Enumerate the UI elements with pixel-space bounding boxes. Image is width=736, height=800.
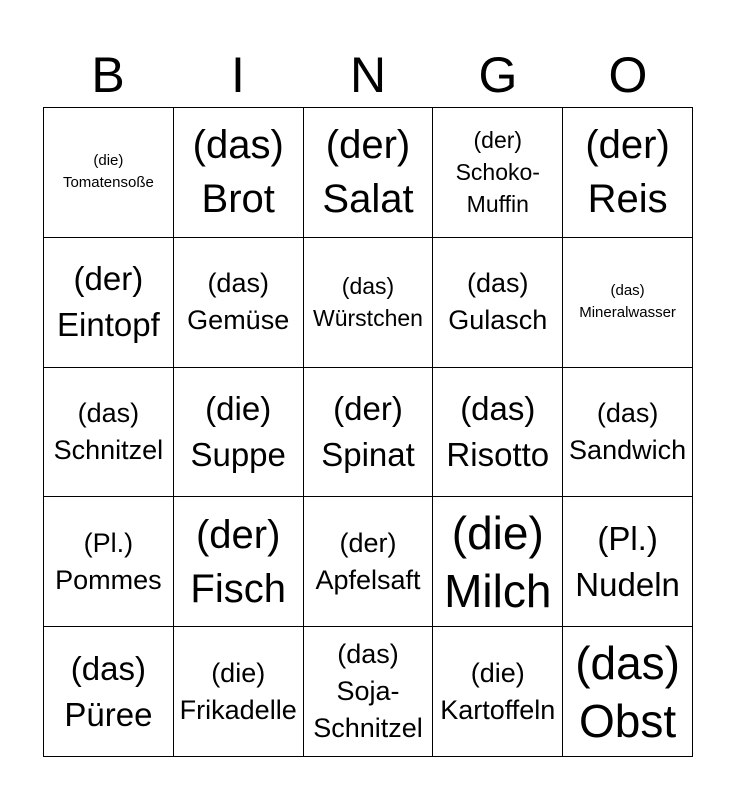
bingo-cell[interactable] xyxy=(433,627,563,757)
bingo-cell[interactable] xyxy=(44,497,174,627)
bingo-cell[interactable] xyxy=(174,108,304,238)
cell-word: Schnitzel xyxy=(313,713,423,744)
header-letter-o: O xyxy=(608,47,648,103)
cell-word: Eintopf xyxy=(57,306,160,344)
bingo-cell[interactable] xyxy=(174,627,304,757)
cell-article: (das) xyxy=(596,397,659,428)
bingo-cell[interactable] xyxy=(174,497,304,627)
cell-word: Muffin xyxy=(466,191,529,218)
cell-word: Frikadelle xyxy=(179,694,297,725)
cell-word: Gulasch xyxy=(448,305,548,336)
cell-article: (das) xyxy=(610,282,645,300)
cell-article: (das) xyxy=(207,268,269,299)
cell-article: (das) xyxy=(337,639,399,670)
cell-article: (die) xyxy=(205,389,272,427)
bingo-cell[interactable] xyxy=(174,368,304,498)
header-letter-g: G xyxy=(478,47,518,103)
cell-article: (die) xyxy=(451,506,544,559)
cell-article: (das) xyxy=(192,123,284,168)
cell-word: Gemüse xyxy=(187,305,290,336)
cell-article: (der) xyxy=(195,512,281,557)
cell-word: Apfelsaft xyxy=(315,564,421,595)
bingo-card-grid xyxy=(43,107,693,757)
cell-article: (Pl.) xyxy=(597,519,658,557)
cell-article: (der) xyxy=(473,127,523,154)
bingo-cell[interactable] xyxy=(44,108,174,238)
header-letter-b: B xyxy=(91,47,125,103)
bingo-cell[interactable] xyxy=(433,497,563,627)
cell-word: Pommes xyxy=(55,564,162,595)
cell-word: Sandwich xyxy=(569,434,687,465)
bingo-cell[interactable] xyxy=(563,368,693,498)
cell-word: Tomatensoße xyxy=(62,174,154,192)
cell-article: (das) xyxy=(70,649,146,687)
bingo-cell[interactable] xyxy=(174,238,304,368)
cell-article: (das) xyxy=(341,273,395,300)
cell-word: Mineralwasser xyxy=(579,304,676,322)
bingo-cell[interactable] xyxy=(44,368,174,498)
cell-article: (die) xyxy=(211,657,266,688)
cell-article: (der) xyxy=(333,389,403,427)
cell-article: (der) xyxy=(73,260,144,298)
cell-article: (der) xyxy=(339,527,397,558)
cell-article: (die) xyxy=(470,657,525,688)
bingo-cell[interactable] xyxy=(44,627,174,757)
cell-word: Püree xyxy=(64,695,153,733)
cell-article: (der) xyxy=(325,123,411,168)
cell-word: Risotto xyxy=(446,435,550,473)
header-letter-i: I xyxy=(231,47,245,103)
cell-article: (Pl.) xyxy=(83,527,134,558)
header-letter-n: N xyxy=(349,47,387,103)
cell-word: Reis xyxy=(587,177,668,222)
cell-word: Suppe xyxy=(190,435,286,473)
bingo-cell[interactable] xyxy=(304,497,434,627)
bingo-cell[interactable] xyxy=(563,627,693,757)
bingo-cell[interactable] xyxy=(563,497,693,627)
cell-article: (die) xyxy=(93,152,124,170)
bingo-cell[interactable] xyxy=(563,108,693,238)
bingo-cell[interactable] xyxy=(433,238,563,368)
cell-article: (das) xyxy=(460,389,536,427)
cell-word: Würstchen xyxy=(313,305,423,332)
cell-word: Kartoffeln xyxy=(440,694,556,725)
cell-article: (das) xyxy=(467,268,529,299)
cell-article: (das) xyxy=(77,397,140,428)
cell-word: Fisch xyxy=(190,566,286,611)
bingo-cell[interactable] xyxy=(304,368,434,498)
bingo-cell[interactable] xyxy=(304,108,434,238)
cell-word: Nudeln xyxy=(575,565,680,603)
cell-word: Schnitzel xyxy=(53,434,164,465)
cell-article: (das) xyxy=(575,636,680,689)
cell-word: Soja- xyxy=(336,676,400,707)
bingo-cell[interactable] xyxy=(304,238,434,368)
cell-word: Salat xyxy=(322,177,414,222)
cell-word: Spinat xyxy=(321,435,415,473)
cell-word: Milch xyxy=(444,564,552,617)
bingo-cell[interactable] xyxy=(44,238,174,368)
bingo-cell[interactable] xyxy=(433,368,563,498)
bingo-header xyxy=(43,44,693,106)
cell-word: Obst xyxy=(579,694,677,747)
cell-word: Brot xyxy=(201,177,275,222)
bingo-cell[interactable] xyxy=(304,627,434,757)
bingo-cell[interactable] xyxy=(433,108,563,238)
bingo-cell[interactable] xyxy=(563,238,693,368)
cell-word: Schoko- xyxy=(455,159,540,186)
cell-article: (der) xyxy=(585,123,670,168)
